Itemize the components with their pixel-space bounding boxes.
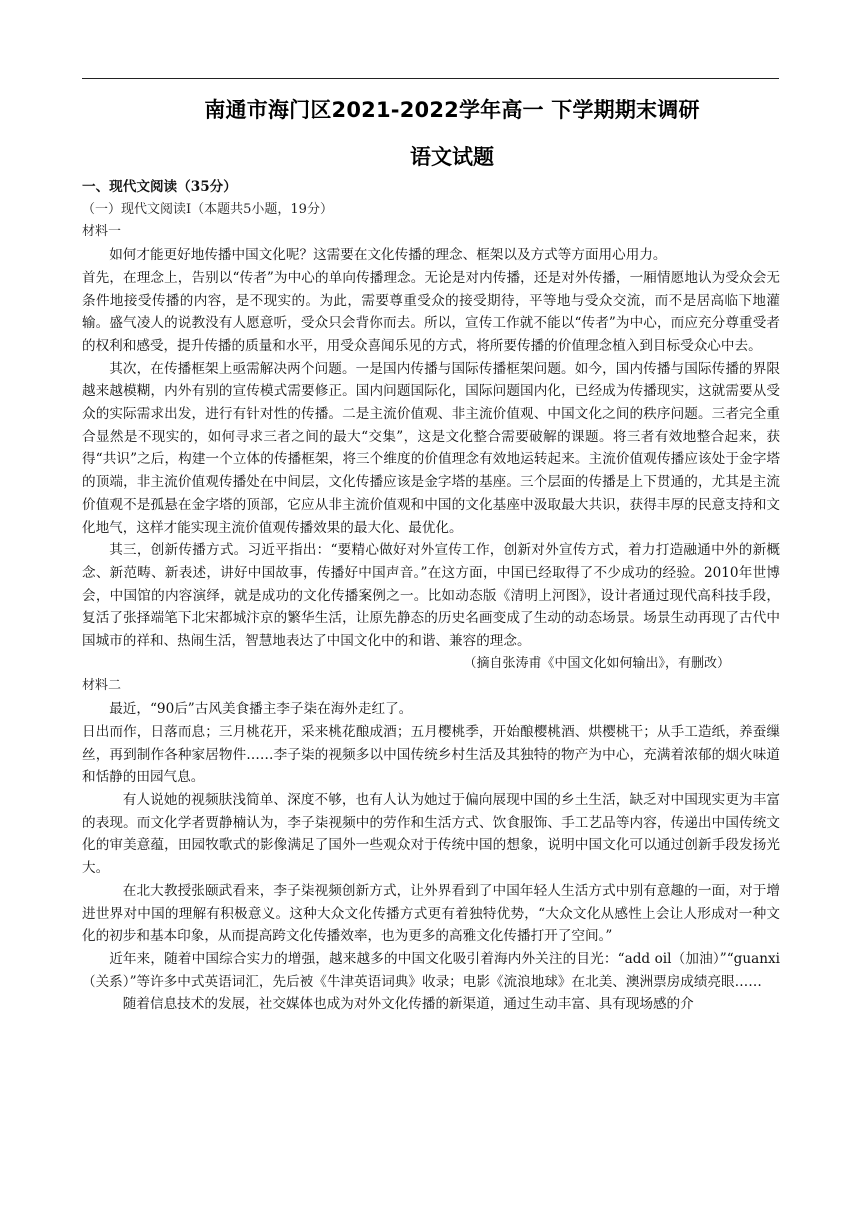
document-subtitle: 语文试题 bbox=[410, 145, 494, 169]
paragraph: 日出而作，日落而息；三月桃花开，采来桃花酿成酒；五月樱桃季，开始酿樱桃酒、烘樱桃干；从手工造纸，养蚕缫丝，再到制作各种家居物件……李子柒的视频多以中国传统乡村生活及其独特的物产为中心，充满着浓郁的烟火味道和恬静的田园气息。 bbox=[82, 723, 780, 786]
section-heading: 一、现代文阅读（35分） bbox=[82, 179, 237, 195]
paragraph: 随着信息技术的发展，社交媒体也成为对外文化传播的新渠道，通过生动丰富、具有现场感的介 bbox=[122, 996, 694, 1013]
document-title: 南通市海门区2021-2022学年高一 下学期期末调研 bbox=[204, 98, 700, 122]
material-label: 材料一 bbox=[82, 224, 122, 240]
paragraph: 最近，“90后”古风美食播主李子柒在海外走红了。 bbox=[109, 701, 413, 718]
source-citation: （摘自张涛甫《中国文化如何输出》，有删改） bbox=[463, 655, 730, 671]
paragraph: 在北大教授张颐武看来，李子柒视频创新方式，让外界看到了中国年轻人生活方式中别有意趣的一面，对于增进世界对中国的理解有积极意义。这种大众文化传播方式更有着独特优势，“大众文化从感性上会让人形成对一种文化的初步和基本印象，从而提高跨文化传播效率，也为更多的高雅文化传播打开了空间。” bbox=[82, 882, 780, 945]
document-body bbox=[82, 176, 780, 1016]
paragraph: 如何才能更好地传播中国文化呢？这需要在文化传播的理念、框架以及方式等方面用心用力。 bbox=[109, 247, 667, 264]
material-label: 材料二 bbox=[82, 678, 122, 694]
paragraph: 有人说她的视频肤浅简单、深度不够，也有人认为她过于偏向展现中国的乡土生活，缺乏对中国现实更为丰富的表现。而文化学者贾静楠认为，李子柒视频中的劳作和生活方式、饮食服饰、手工艺品等内容，传递出中国传统文化的审美意蕴，田园牧歌式的影像满足了国外一些观众对于传统中国的想象，说明中国文化可以通过创新手段发扬光大。 bbox=[82, 791, 780, 877]
paragraph: 近年来，随着中国综合实力的增强，越来越多的中国文化吸引着海内外关注的目光：“add oil（加油）”“guanxi（关系）”等许多中式英语词汇，先后被《牛津英语词典》收录；电影《流浪地球》在北美、澳洲票房成绩亮眼…… bbox=[82, 950, 780, 990]
header-rule bbox=[82, 78, 779, 79]
paragraph: 首先，在理念上，告别以“传者”为中心的单向传播理念。无论是对内传播，还是对外传播，一厢情愿地认为受众会无条件地接受传播的内容，是不现实的。为此，需要尊重受众的接受期待，平等地与受众交流，而不是居高临下地灌输。盛气凌人的说教没有人愿意听，受众只会背你而去。所以，宣传工作就不能以“传者”为中心，而应充分尊重受者的权利和感受，提升传播的质量和水平，用受众喜闻乐见的方式，将所要传播的价值理念植入到目标受众心中去。 bbox=[82, 269, 780, 354]
paragraph: 其三，创新传播方式。习近平指出：“要精心做好对外宣传工作，创新对外宣传方式，着力打造融通中外的新概念、新范畴、新表述，讲好中国故事，传播好中国声音。”在这方面，中国已经取得了不少成功的经验。2010年世博会，中国馆的内容演绎，就是成功的文化传播案例之一。比如动态版《清明上河图》，设计者通过现代高科技手段，复活了张择端笔下北宋都城汴京的繁华生活，让原先静态的历史名画变成了生动的动态场景。场景生动再现了古代中国城市的祥和、热闹生活，智慧地表达了中国文化中的和谐、兼容的理念。 bbox=[82, 542, 780, 650]
subsection-heading: （一）现代文阅读Ⅰ（本题共5小题，19分） bbox=[82, 201, 333, 217]
paragraph: 其次，在传播框架上亟需解决两个问题。一是国内传播与国际传播框架问题。如今，国内传播与国际传播的界限越来越模糊，内外有别的宣传模式需要修正。国内问题国际化，国际问题国内化，已经成为传播现实，这就需要从受众的实际需求出发，进行有针对性的传播。二是主流价值观、非主流价值观、中国文化之间的秩序问题。三者完全重合显然是不现实的，如何寻求三者之间的最大“交集”，这是文化整合需要破解的课题。将三者有效地整合起来，获得“共识”之后，构建一个立体的传播框架，将三个维度的价值理念有效地运转起来。主流价值观传播应该处于金字塔的顶端，非主流价值观传播处在中间层，文化传播应该是金字塔的基座。三个层面的传播是上下贯通的，尤其是主流价值观不是孤悬在金字塔的顶部，它应从非主流价值观和中国的文化基座中汲取最大共识，获得丰厚的民意支持和文化地气，这样才能实现主流价值观传播效果的最大化、最优化。 bbox=[82, 360, 780, 536]
